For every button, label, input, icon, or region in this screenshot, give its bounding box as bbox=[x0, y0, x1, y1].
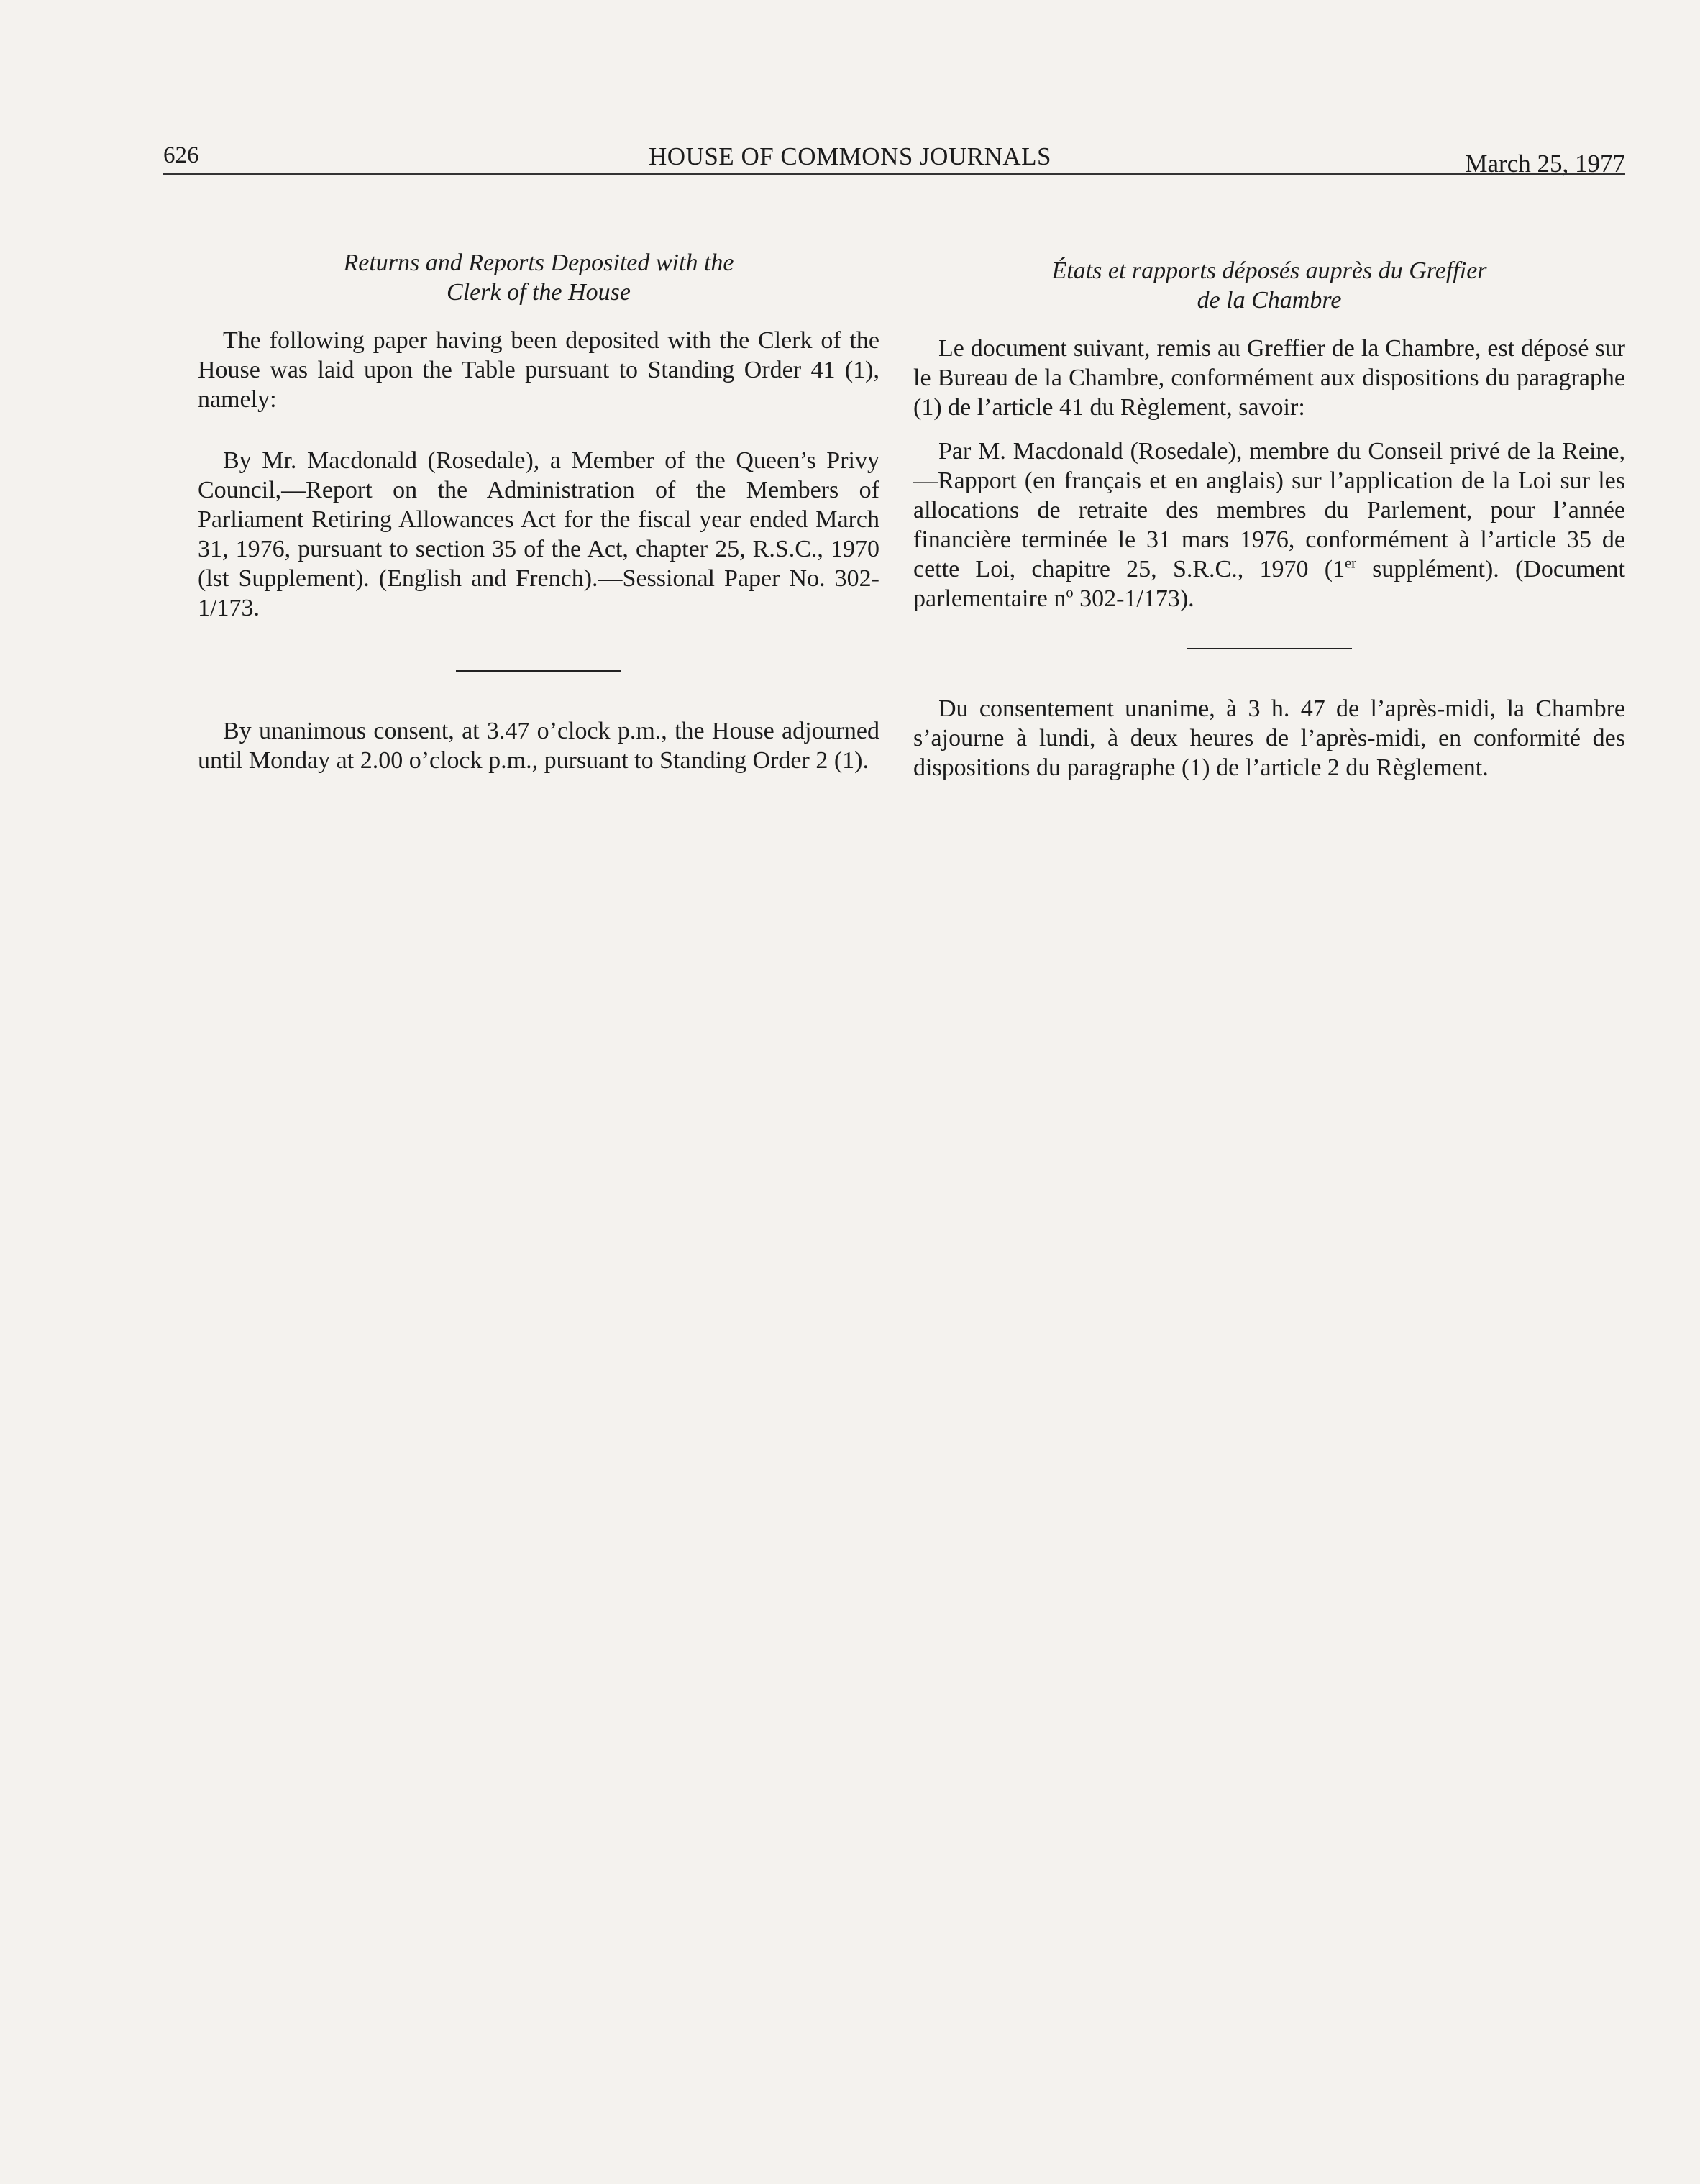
french-report-paragraph bbox=[913, 437, 1625, 613]
french-superscript-er: er bbox=[1345, 555, 1356, 572]
english-divider bbox=[456, 670, 621, 672]
header-rule bbox=[163, 173, 1625, 175]
english-deposit-paragraph: The following paper having been deposited with the Clerk of the House was laid upon the Table pursuant to Standing Order 41 (1), namely: bbox=[198, 327, 879, 413]
french-superscript-o: o bbox=[1066, 585, 1074, 601]
french-heading-line2: de la Chambre bbox=[1197, 287, 1342, 314]
french-deposit-paragraph: Le document suivant, remis au Greffier de la Chambre, est déposé sur le Bureau de la Chambre, conformément aux dispositions du paragraphe (1) de l’article 41 du Règlement, savoir: bbox=[913, 335, 1625, 421]
journal-date: March 25, 1977 bbox=[1465, 150, 1625, 178]
french-heading bbox=[913, 256, 1625, 315]
english-heading-line1: Returns and Reports Deposited with the bbox=[343, 250, 734, 276]
french-adjournment-paragraph: Du consentement unanime, à 3 h. 47 de l’après-midi, la Chambre s’ajourne à lundi, à deux heures de l’après-midi, en conformité des dispositions du paragraphe (1) de l’article 2 du Règlement. bbox=[913, 695, 1625, 781]
page-number: 626 bbox=[163, 142, 199, 168]
english-adjournment-paragraph: By unanimous consent, at 3.47 o’clock p.m., the House adjourned until Monday at 2.00 o’clock p.m., pursuant to Standing Order 2 (1). bbox=[198, 718, 879, 774]
french-report-text-mid: supplément). (Document parlementaire n bbox=[913, 556, 1625, 612]
english-heading bbox=[198, 248, 879, 307]
french-heading-line1: États et rapports déposés auprès du Greffier bbox=[1051, 257, 1487, 284]
french-report-text: Par M. Macdonald (Rosedale), membre du Conseil privé de la Reine,—Rapport (en français et en anglais) sur l’application de la Loi sur les allocations de retraite des membres du Parlement, pour l’année financière terminée le 31 mars 1976, conformément à l’article 35 de cette Loi, chapitre 25, S.R.C., 1970 (1 bbox=[913, 438, 1625, 582]
french-divider bbox=[1187, 648, 1352, 649]
english-heading-line2: Clerk of the House bbox=[447, 279, 631, 306]
french-column bbox=[913, 256, 1625, 782]
english-report-paragraph: By Mr. Macdonald (Rosedale), a Member of the Queen’s Privy Council,—Report on the Administration of the Members of Parliament Retiring Allowances Act for the fiscal year ended March 31, 1976, pursuant to section 35 of the Act, chapter 25, R.S.C., 1970 (lst Supplement). (English and French).—Sessional Paper No. 302-1/173. bbox=[198, 447, 879, 621]
journal-title: HOUSE OF COMMONS JOURNALS bbox=[649, 142, 1051, 170]
french-report-text-end: 302-1/173). bbox=[1073, 585, 1194, 612]
english-column bbox=[198, 248, 879, 775]
